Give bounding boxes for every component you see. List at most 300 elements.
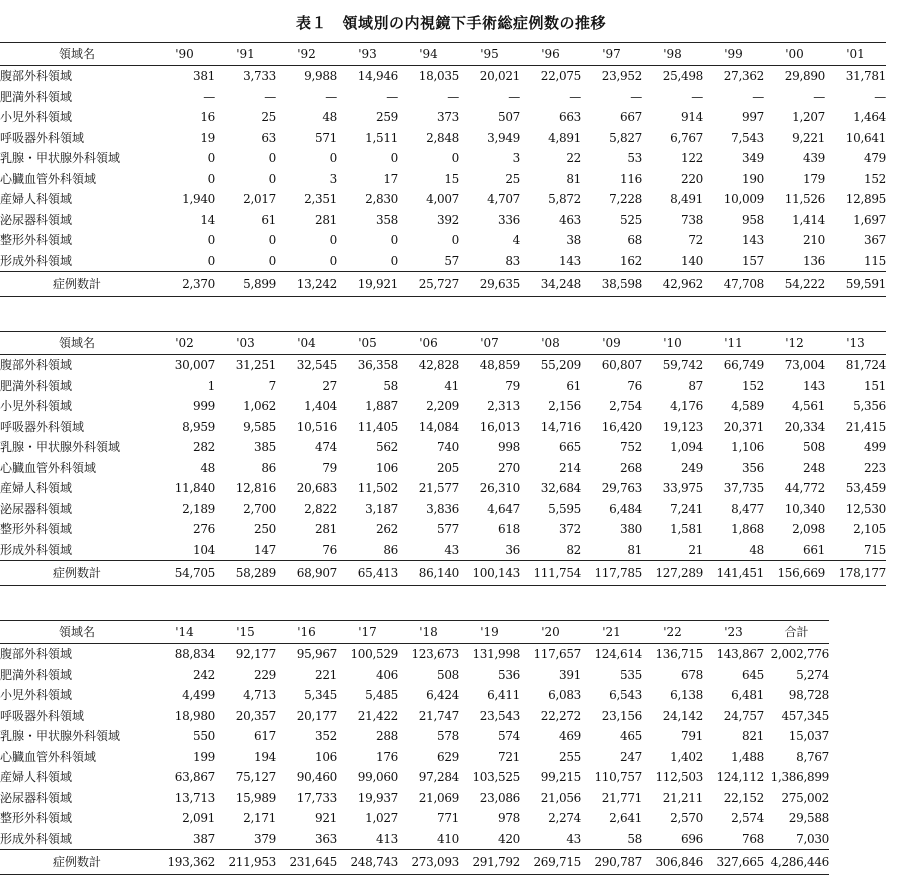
row-label: 呼吸器外科領域 (0, 419, 85, 434)
table-cell: — (325, 89, 337, 104)
table-row (0, 685, 829, 706)
table-cell: 6,424 (426, 688, 459, 702)
table-cell: 90,460 (296, 770, 337, 784)
table-row (0, 210, 886, 231)
table-cell: 21,422 (357, 708, 398, 723)
table-cell: 474 (314, 440, 337, 454)
table-cell: 4 (512, 233, 520, 247)
table-cell: 2,105 (853, 522, 886, 536)
table-cell: 4,499 (182, 688, 215, 702)
table-cell: 2,002,776 (770, 647, 829, 661)
table-cell: 1,404 (304, 399, 337, 413)
table-cell: 1,402 (670, 749, 703, 764)
table-cell: 48 (322, 110, 337, 124)
row-label: 小児外科領域 (0, 399, 73, 413)
table-cell: 358 (375, 212, 398, 227)
total-row (0, 272, 886, 297)
table-cell: 60,807 (601, 358, 642, 372)
column-header-name: 領域名 (58, 47, 95, 61)
table-cell: 1 (207, 378, 215, 393)
table-cell: 36,358 (357, 358, 398, 372)
total-cell: 38,598 (601, 277, 642, 291)
table-cell: 152 (741, 378, 764, 393)
table-cell: 2,209 (426, 399, 459, 413)
total-cell: 111,754 (533, 566, 581, 580)
table-cell: 76 (627, 378, 642, 393)
table-cell: 22 (566, 151, 581, 165)
table-row (0, 128, 886, 149)
total-cell: 231,645 (289, 855, 337, 869)
table-cell: 124,614 (594, 647, 642, 661)
table-cell: 41 (444, 378, 459, 393)
column-header-year: 合計 (784, 625, 809, 639)
total-cell: 127,289 (655, 566, 703, 580)
table-cell: 151 (863, 378, 886, 393)
table-cell: 221 (314, 667, 337, 682)
table-cell: 1,464 (853, 110, 886, 124)
table-cell: 4,713 (243, 688, 276, 702)
table-cell: 356 (741, 460, 764, 475)
table-cell: 14,716 (540, 419, 581, 434)
table-cell: 1,581 (670, 522, 703, 536)
table-cell: 8,491 (670, 192, 703, 206)
total-row (0, 561, 886, 586)
table-cell: 11,502 (357, 481, 398, 495)
table-cell: 352 (314, 729, 337, 743)
table-cell: 7,228 (609, 192, 642, 206)
column-header-year: '17 (358, 625, 377, 639)
table-cell: 457,345 (781, 708, 829, 723)
table-cell: — (569, 89, 581, 104)
table-cell: 275,002 (781, 790, 829, 805)
table-cell: 19 (200, 130, 215, 145)
table-cell: 5,345 (304, 688, 337, 702)
table-cell: 10,641 (845, 130, 886, 145)
column-header-year: '90 (175, 47, 194, 61)
table-cell: 131,998 (472, 647, 520, 661)
table-cell: 5,827 (609, 130, 642, 145)
total-cell: 68,907 (296, 566, 337, 580)
table-cell: 0 (329, 253, 337, 268)
table-cell: 82 (566, 542, 581, 557)
table-cell: 618 (497, 522, 520, 536)
column-header-year: '98 (663, 47, 682, 61)
table-cell: 190 (741, 171, 764, 186)
table-cell: 574 (497, 729, 520, 743)
table-cell: 1,511 (365, 130, 398, 145)
table-cell: 223 (863, 460, 886, 475)
table-cell: 83 (505, 253, 520, 268)
table-cell: 406 (375, 667, 398, 682)
table-row (0, 396, 886, 417)
table-cell: 1,106 (731, 440, 764, 454)
table-cell: 11,405 (357, 419, 398, 434)
table-cell: 525 (619, 212, 642, 227)
table-cell: 205 (436, 460, 459, 475)
table-cell: 110,757 (594, 770, 642, 784)
table-cell: 6,083 (548, 688, 581, 702)
total-cell: 2,370 (182, 277, 215, 291)
table-cell: 1,027 (365, 811, 398, 825)
table-cell: 23,543 (479, 708, 520, 723)
table-cell: 914 (680, 110, 703, 124)
table-cell: 48 (749, 542, 764, 557)
table-cell: 255 (558, 749, 581, 764)
table-cell: 715 (863, 542, 886, 557)
row-label: 肥満外科領域 (0, 667, 73, 682)
table-cell: 25 (261, 110, 276, 124)
table-2002-2013 (0, 331, 886, 586)
table-cell: 97,284 (418, 770, 459, 784)
row-label: 肥満外科領域 (0, 378, 73, 393)
table-cell: 61 (261, 212, 276, 227)
table-cell: 663 (558, 110, 581, 124)
row-label: 整形外科領域 (0, 811, 73, 825)
table-cell: 250 (253, 522, 276, 536)
table-cell: 0 (268, 151, 276, 165)
table-row (0, 87, 886, 108)
table-cell: 1,488 (731, 749, 764, 764)
table-cell: 392 (436, 212, 459, 227)
table-cell: 79 (505, 378, 520, 393)
table-cell: 31,781 (845, 69, 886, 83)
table-cell: 0 (207, 233, 215, 247)
table-cell: 420 (497, 831, 520, 846)
column-header-year: '05 (358, 336, 377, 350)
table-cell: 1,414 (792, 212, 825, 227)
table-2014-2023 (0, 620, 829, 875)
table-cell: 14,946 (357, 69, 398, 83)
table-cell: 4,176 (670, 399, 703, 413)
table-cell: 571 (314, 130, 337, 145)
row-label: 乳腺・甲状腺外科領域 (0, 729, 121, 743)
total-cell: 273,093 (411, 855, 459, 869)
table-cell: 1,094 (670, 440, 703, 454)
table-cell: 3,836 (426, 501, 459, 516)
table-cell: 66,749 (723, 358, 764, 372)
table-cell: 578 (436, 729, 459, 743)
table-cell: 32,684 (540, 481, 581, 495)
table-cell: 791 (680, 729, 703, 743)
table-cell: 367 (863, 233, 886, 247)
column-header-year: '93 (358, 47, 377, 61)
table-cell: 53,459 (845, 481, 886, 495)
total-cell: 269,715 (533, 855, 581, 869)
table-cell: 21,056 (540, 790, 581, 805)
total-cell: 211,953 (228, 855, 276, 869)
total-cell: 54,222 (784, 277, 825, 291)
total-cell: 291,792 (472, 855, 520, 869)
total-cell: 54,705 (174, 566, 215, 580)
table-cell: 349 (741, 151, 764, 165)
table-cell: 124,112 (716, 770, 764, 784)
column-header-year: '99 (724, 47, 743, 61)
table-cell: 387 (192, 831, 215, 846)
table-cell: 63 (261, 130, 276, 145)
table-cell: 44,772 (784, 481, 825, 495)
table-cell: 21,415 (845, 419, 886, 434)
table-cell: 22,272 (540, 708, 581, 723)
row-label: 産婦人科領域 (0, 481, 73, 495)
table-cell: 0 (268, 233, 276, 247)
table-cell: 21,211 (662, 790, 703, 805)
table-cell: 38 (566, 233, 581, 247)
table-cell: 81 (627, 542, 642, 557)
table-cell: 61 (566, 378, 581, 393)
table-cell: 79 (322, 460, 337, 475)
table-cell: 12,530 (845, 501, 886, 516)
table-cell: 98,728 (788, 688, 829, 702)
table-cell: 6,767 (670, 130, 703, 145)
column-header-year: '92 (297, 47, 316, 61)
table-cell: 88,834 (174, 647, 215, 661)
table-cell: 143 (802, 378, 825, 393)
column-header-year: '96 (541, 47, 560, 61)
table-cell: 2,641 (609, 811, 642, 825)
table-cell: 15,037 (788, 729, 829, 743)
table-cell: 86 (383, 542, 398, 557)
table-cell: 821 (741, 729, 764, 743)
table-cell: 2,313 (487, 399, 520, 413)
table-cell: 14 (200, 212, 215, 227)
table-row (0, 148, 886, 169)
table-cell: 55,209 (540, 358, 581, 372)
total-cell: 327,665 (716, 855, 764, 869)
table-cell: 372 (558, 522, 581, 536)
table-cell: 81,724 (845, 358, 886, 372)
table-cell: 36 (505, 542, 520, 557)
row-label: 心臓血管外科領域 (0, 749, 97, 764)
row-label: 乳腺・甲状腺外科領域 (0, 440, 121, 454)
column-header-year: '14 (175, 625, 194, 639)
table-cell: 104 (192, 542, 215, 557)
table-cell: 268 (619, 460, 642, 475)
table-cell: 21,069 (418, 790, 459, 805)
column-header-year: '13 (846, 336, 865, 350)
table-cell: 17 (383, 171, 398, 186)
table-cell: 33,975 (662, 481, 703, 495)
table-cell: 22,152 (723, 790, 764, 805)
row-label: 心臓血管外科領域 (0, 171, 97, 186)
table-cell: 12,895 (845, 192, 886, 206)
table-cell: 13,713 (174, 790, 215, 805)
table-cell: 103,525 (472, 770, 520, 784)
table-cell: 147 (253, 542, 276, 557)
total-cell: 156,669 (777, 566, 825, 580)
table-cell: 6,481 (731, 688, 764, 702)
table-cell: 12,816 (235, 481, 276, 495)
total-cell: 58,289 (235, 566, 276, 580)
table-row (0, 665, 829, 686)
row-label: 呼吸器外科領域 (0, 130, 85, 145)
table-cell: 16,420 (601, 419, 642, 434)
table-cell: 76 (322, 542, 337, 557)
table-cell: 0 (268, 253, 276, 268)
table-cell: 21,577 (418, 481, 459, 495)
total-cell: 86,140 (418, 566, 459, 580)
table-cell: 479 (863, 151, 886, 165)
table-cell: 465 (619, 729, 642, 743)
row-label: 泌尿器科領域 (0, 790, 73, 805)
table-cell: 5,872 (548, 192, 581, 206)
table-cell: 740 (436, 440, 459, 454)
table-cell: 282 (192, 440, 215, 454)
table-cell: 661 (802, 542, 825, 557)
header-row (0, 43, 886, 66)
column-header-year: '23 (724, 625, 743, 639)
table-row (0, 437, 886, 458)
table-cell: 75,127 (235, 770, 276, 784)
table-cell: 53 (627, 151, 642, 165)
row-label: 整形外科領域 (0, 522, 73, 536)
table-cell: 220 (680, 171, 703, 186)
table-cell: 9,221 (792, 130, 825, 145)
table-row (0, 478, 886, 499)
table-cell: 68 (627, 233, 642, 247)
table-row (0, 66, 886, 87)
column-header-year: '04 (297, 336, 316, 350)
table-cell: 48,859 (479, 358, 520, 372)
table-cell: 391 (558, 667, 581, 682)
table-cell: 978 (497, 811, 520, 825)
table-cell: 11,526 (784, 192, 825, 206)
table-cell: 281 (314, 212, 337, 227)
table-cell: 242 (192, 667, 215, 682)
table-cell: 921 (314, 811, 337, 825)
table-cell: 248 (802, 460, 825, 475)
total-cell: 65,413 (357, 566, 398, 580)
table-cell: 4,007 (426, 192, 459, 206)
total-cell: 117,785 (594, 566, 642, 580)
table-cell: 363 (314, 831, 337, 846)
table-cell: 152 (863, 171, 886, 186)
column-header-year: '06 (419, 336, 438, 350)
table-cell: 2,274 (548, 811, 581, 825)
table-cell: 26,310 (479, 481, 520, 495)
total-cell: 59,591 (845, 277, 886, 291)
table-cell: 87 (688, 378, 703, 393)
table-cell: 0 (390, 253, 398, 268)
table-cell: 199 (192, 749, 215, 764)
table-cell: 16,013 (479, 419, 520, 434)
table-cell: — (508, 89, 520, 104)
table-cell: 0 (390, 151, 398, 165)
column-header-year: '19 (480, 625, 499, 639)
table-cell: 58 (383, 378, 398, 393)
table-row (0, 376, 886, 397)
table-cell: 30,007 (174, 358, 215, 372)
total-cell: 42,962 (662, 277, 703, 291)
row-label: 泌尿器科領域 (0, 212, 73, 227)
table-cell: 2,570 (670, 811, 703, 825)
table-cell: 1,062 (243, 399, 276, 413)
table-cell: 379 (253, 831, 276, 846)
table-cell: 6,543 (609, 688, 642, 702)
total-cell: 290,787 (594, 855, 642, 869)
table-cell: 20,357 (235, 708, 276, 723)
table-cell: 3,187 (365, 501, 398, 516)
table-cell: 2,822 (304, 501, 337, 516)
table-cell: — (447, 89, 459, 104)
table-cell: 281 (314, 522, 337, 536)
table-cell: 6,484 (609, 501, 642, 516)
row-label: 泌尿器科領域 (0, 501, 73, 516)
table-cell: 157 (741, 253, 764, 268)
table-cell: 508 (436, 667, 459, 682)
table-cell: 0 (207, 151, 215, 165)
row-label: 形成外科領域 (0, 253, 73, 268)
total-row (0, 850, 829, 875)
table-cell: 2,189 (182, 501, 215, 516)
total-label: 症例数計 (52, 566, 101, 580)
table-cell: 6,138 (670, 688, 703, 702)
column-header-year: '11 (724, 336, 743, 350)
table-cell: 336 (497, 212, 520, 227)
table-cell: 535 (619, 667, 642, 682)
table-cell: 665 (558, 440, 581, 454)
table-cell: 48 (200, 460, 215, 475)
table-cell: 194 (253, 749, 276, 764)
table-cell: 2,098 (792, 522, 825, 536)
table-cell: 9,988 (304, 69, 337, 83)
table-cell: 11,840 (174, 481, 215, 495)
table-cell: 23,156 (601, 708, 642, 723)
table-cell: 37,735 (723, 481, 764, 495)
table-cell: 0 (329, 151, 337, 165)
table-cell: 20,371 (723, 419, 764, 434)
table-cell: 645 (741, 667, 764, 682)
table-cell: 721 (497, 749, 520, 764)
total-cell: 306,846 (655, 855, 703, 869)
table-cell: 752 (619, 440, 642, 454)
table-cell: 143 (741, 233, 764, 247)
table-row (0, 355, 886, 376)
table-cell: 5,485 (365, 688, 398, 702)
table-row (0, 788, 829, 809)
table-cell: 21,771 (601, 790, 642, 805)
table-cell: 14,084 (418, 419, 459, 434)
table-cell: 100,529 (350, 647, 398, 661)
table-row (0, 644, 829, 665)
total-cell: 193,362 (167, 855, 215, 869)
total-cell: 178,177 (838, 566, 886, 580)
table-cell: 288 (375, 729, 398, 743)
total-cell: 47,708 (723, 277, 764, 291)
table-cell: — (752, 89, 764, 104)
table-cell: 86 (261, 460, 276, 475)
table-row (0, 189, 886, 210)
table-cell: 249 (680, 460, 703, 475)
table-cell: 507 (497, 110, 520, 124)
column-header-year: '22 (663, 625, 682, 639)
table-cell: 276 (192, 522, 215, 536)
table-cell: 72 (688, 233, 703, 247)
table-cell: 4,589 (731, 399, 764, 413)
table-row (0, 726, 829, 747)
table-cell: 32,545 (296, 358, 337, 372)
table-cell: 8,767 (796, 749, 829, 764)
table-cell: 22,075 (540, 69, 581, 83)
column-header-year: '91 (236, 47, 255, 61)
column-header-year: '10 (663, 336, 682, 350)
table-cell: 7,030 (796, 831, 829, 846)
table-cell: 16 (200, 110, 215, 124)
column-header-year: '09 (602, 336, 621, 350)
table-cell: 136 (802, 253, 825, 268)
column-header-name: 領域名 (58, 625, 95, 639)
table-cell: 19,937 (357, 790, 398, 805)
row-label: 肥満外科領域 (0, 89, 73, 104)
